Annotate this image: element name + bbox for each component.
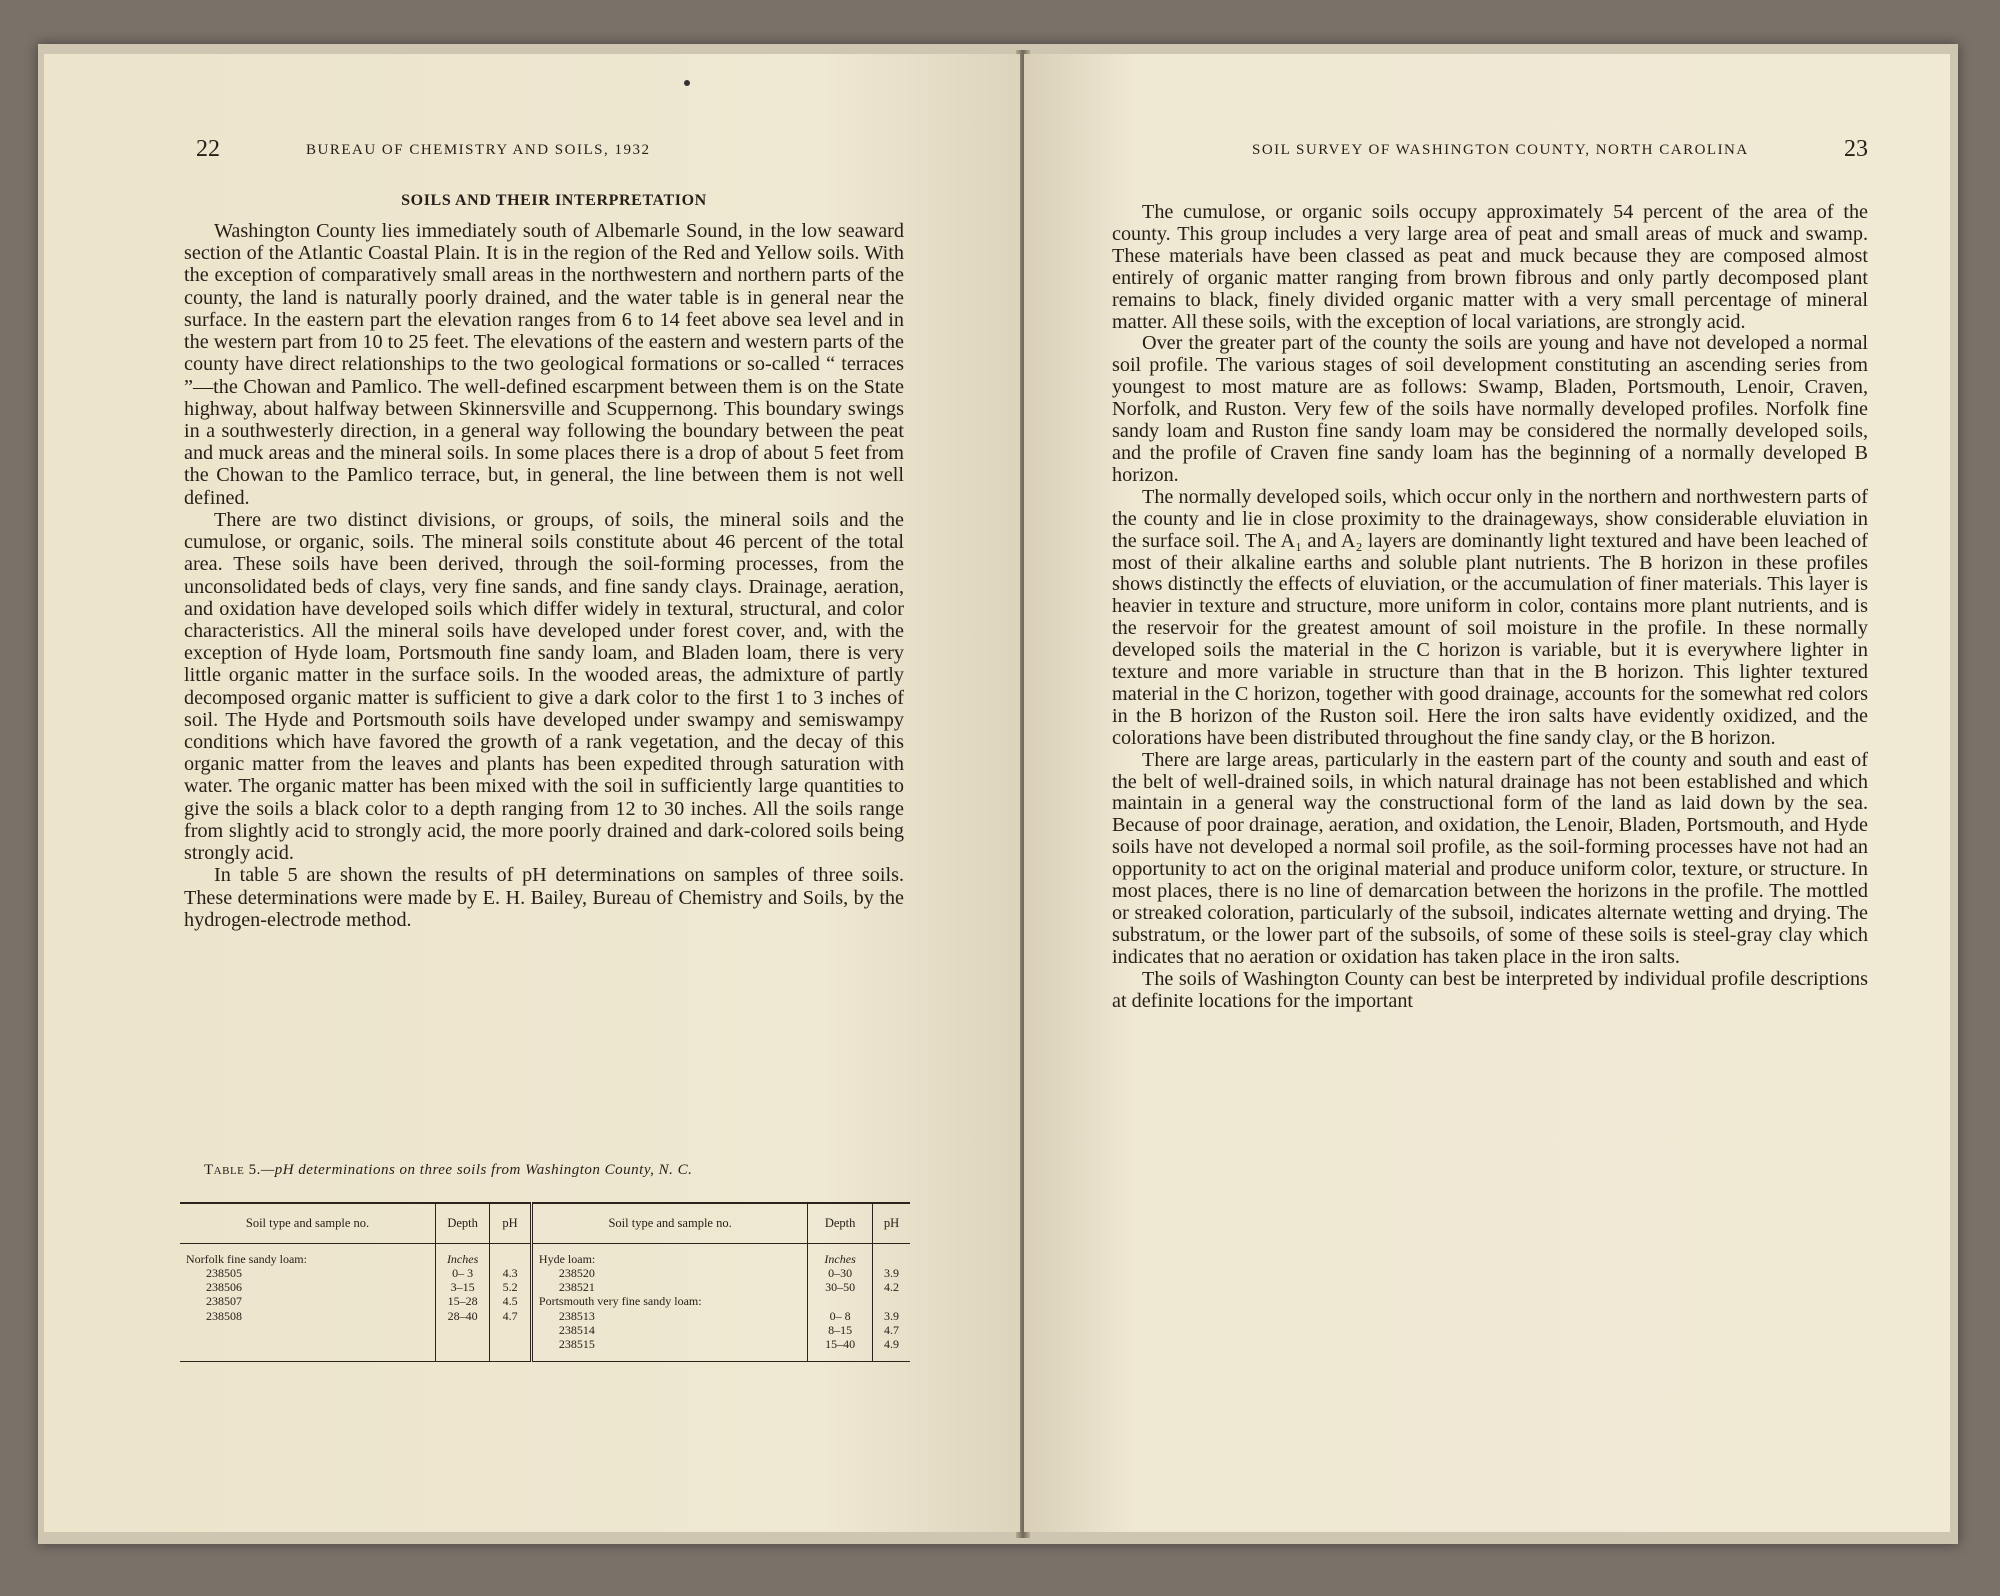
left-depth-cell (436, 1244, 490, 1362)
sample-no: 238513 (558, 1308, 595, 1323)
right-paragraph-4: There are large areas, particularly in the eastern part of the county and south and east of the belt of well-drained soils, in which natural drainage has not been established and which maintain in a general way the constructional form of the land as laid down by the sea. Because of poor drainage, aeration, and oxidation, the Lenoir, Bladen, Portsmouth, and Hyde soils have not developed a normal soil profile, as the soil-forming processes have not had an opportunity to act on the original material and produce uniform color, texture, or structure. In most places, there is no line of demarcation between the horizons in the profile. The mottled or streaked coloration, particularly of the subsoil, indicates alternate wetting and drying. The substratum, or the lower part of the subsoils, of some of these soils is steel-gray clay which indicates that no aeration or oxidation has taken place in the iron salts. (1112, 748, 1868, 968)
ink-dot (684, 80, 690, 86)
left-paragraph-2: There are two distinct divisions, or groups, of soils, the mineral soils and the cumulose, or organic, soils. The mineral soils constitute about 46 percent of the total area. These soils have been derived, through the soil-forming processes, from the unconsolidated beds of clays, very fine sands, and fine sandy clays. Drainage, aeration, and oxidation have developed soils which differ widely in textural, structural, and color characteristics. All the mineral soils have developed under forest cover, and, with the exception of Hyde loam, Portsmouth fine sandy loam, and Bladen loam, there is very little organic matter in the surface soils. In the wooded areas, the admixture of partly decomposed organic matter is sufficient to give a dark color to the first 1 to 3 inches of soil. The Hyde and Portsmouth soils have developed under swampy and semiswampy conditions which have favored the growth of a rank vegetation, and the decay of this organic matter from the leaves and plants has been expedited through saturation with water. The organic matter has been mixed with the soil in sufficiently large quantities to give the soils a black color to a depth ranging from 12 to 30 inches. All the soils range from slightly acid to strongly acid, the more poorly drained and dark-colored soils being strongly acid. (184, 508, 904, 865)
sample-depth: 30–50 (825, 1280, 856, 1295)
right-paragraph-1: The cumulose, or organic soils occupy approximately 54 percent of the area of the county. This group includes a very large area of peat and small areas of muck and swamp. These materials have been classed as peat and muck because they are composed almost entirely of organic matter ranging from brown fibrous and only partly decomposed plant remains to black, finely divided organic matter with a very small percentage of mineral matter. All these soils, with the exception of local variations, are strongly acid. (1112, 201, 1868, 333)
sample-ph: 3.9 (883, 1266, 899, 1281)
sample-depth: 0– 8 (829, 1308, 851, 1323)
sample-no: 238520 (558, 1266, 595, 1281)
soil-name-norfolk: Norfolk fine sandy loam: (186, 1252, 307, 1266)
depth-units: Inches (824, 1252, 856, 1266)
book-spread (38, 44, 1958, 1544)
table-caption (204, 1162, 884, 1179)
soil-name-portsmouth: Portsmouth very fine sandy loam: (538, 1294, 702, 1309)
header-ph-2: pH (872, 1203, 910, 1244)
sample-ph: 4.7 (502, 1308, 518, 1323)
right-ph-cell (872, 1244, 910, 1362)
section-title: SOILS AND THEIR INTERPRETATION (401, 192, 707, 209)
sample-ph: 4.2 (883, 1280, 899, 1295)
left-body-text (184, 220, 904, 931)
sample-no: 238515 (558, 1336, 595, 1351)
ph-table (180, 1202, 910, 1362)
sample-depth: 15–40 (825, 1336, 856, 1351)
left-page (44, 54, 1020, 1532)
depth-units: Inches (446, 1252, 479, 1266)
right-soil-cell (531, 1244, 807, 1362)
sample-no: 238505 (206, 1266, 242, 1281)
header-soil-type-2: Soil type and sample no. (531, 1203, 807, 1244)
soil-name-hyde: Hyde loam: (538, 1252, 596, 1266)
header-depth-1: Depth (436, 1203, 490, 1244)
right-paragraph-3: The normally developed soils, which occur only in the northern and northwestern parts of the county and lie in close proximity to the drainageways, show considerable eluviation in the surface soil. The A₁ and A₂ layers are dominantly light textured and have been leached of most of their alkaline earths and soluble plant nutrients. The B horizon in these profiles shows distinctly the effects of eluviation, or the accumulation of finer materials. This layer is heavier in texture and structure, more uniform in color, contains more plant nutrients, and is the reservoir for the greatest amount of soil moisture in the profile. In these normally developed soils the material in the C horizon is variable, but it is everywhere lighter in texture and more variable in structure than that in the B horizon. This lighter textured material in the C horizon, together with good drainage, accounts for the somewhat red colors in the B horizon of the Ruston soil. Here the iron salts have evidently oxidized, and the colorations have been distributed throughout the fine sandy clay, or the B horizon. (1112, 485, 1868, 749)
sample-depth: 0–30 (828, 1266, 853, 1281)
table-caption-label: Table 5. (204, 1162, 261, 1178)
right-running-head: SOIL SURVEY OF WASHINGTON COUNTY, NORTH CAROLINA (1252, 142, 1749, 158)
table-header-row (180, 1203, 910, 1244)
left-paragraph-3: In table 5 are shown the results of pH determinations on samples of three soils. These determinations were made by E. H. Bailey, Bureau of Chemistry and Soils, by the hydrogen-electrode method. (184, 864, 904, 931)
sample-ph: 4.5 (502, 1294, 518, 1309)
header-soil-type-1: Soil type and sample no. (180, 1203, 436, 1244)
table-body-row (180, 1244, 910, 1362)
sample-ph: 3.9 (883, 1308, 899, 1323)
right-page-number: 23 (1844, 136, 1868, 162)
sample-ph: 4.7 (883, 1322, 899, 1337)
sample-depth: 0– 3 (452, 1266, 474, 1281)
sample-no: 238507 (206, 1294, 242, 1309)
header-depth-2: Depth (808, 1203, 873, 1244)
sample-depth: 3–15 (450, 1280, 475, 1295)
sample-no: 238506 (206, 1280, 242, 1295)
left-page-number: 22 (196, 136, 220, 162)
sample-depth: 8–15 (828, 1322, 853, 1337)
right-page (1024, 54, 1950, 1532)
right-paragraph-2: Over the greater part of the county the soils are young and have not developed a normal soil profile. The various stages of soil development constituting an ascending series from youngest to most mature are as follows: Swamp, Bladen, Portsmouth, Lenoir, Craven, Norfolk, and Ruston. Very few of the soils have normally developed profiles. Norfolk fine sandy loam and Ruston fine sandy loam may be considered the normally developed soils, and the profile of Craven fine sandy loam has the beginning of a normally developed B horizon. (1112, 332, 1868, 486)
right-depth-cell (808, 1244, 873, 1362)
header-ph-1: pH (490, 1203, 532, 1244)
sample-ph: 4.9 (883, 1336, 899, 1351)
left-running-head: BUREAU OF CHEMISTRY AND SOILS, 1932 (306, 142, 651, 158)
sample-no: 238521 (558, 1280, 595, 1295)
right-body-text (1112, 202, 1868, 1013)
left-soil-cell (180, 1244, 436, 1362)
sample-no: 238508 (206, 1308, 242, 1323)
sample-no: 238514 (558, 1322, 595, 1337)
sample-depth: 15–28 (447, 1294, 478, 1309)
left-ph-cell (490, 1244, 532, 1362)
right-paragraph-5: The soils of Washington County can best be interpreted by individual profile descriptions at definite locations for the important (1112, 967, 1868, 1012)
sample-ph: 5.2 (502, 1280, 518, 1295)
left-paragraph-1: Washington County lies immediately south of Albemarle Sound, in the low seaward section of the Atlantic Coastal Plain. It is in the region of the Red and Yellow soils. With the exception of comparatively small areas in the northwestern and northern parts of the county, the land is naturally poorly drained, and the water table is in general near the surface. In the eastern part the elevation ranges from 6 to 14 feet above sea level and in the western part from 10 to 25 feet. The elevations of the eastern and western parts of the county have direct relationships to the two geological formations or so-called “ terraces ”—the Chowan and Pamlico. The well-defined escarpment between them is on the State highway, about halfway between Skinnersville and Scuppernong. This boundary swings in a southwesterly direction, in a general way following the boundary between the peat and muck areas and the mineral soils. In some places there is a drop of about 5 feet from the Chowan to the Pamlico terrace, but, in general, the line between them is not well defined. (184, 220, 904, 509)
sample-depth: 28–40 (447, 1308, 478, 1323)
table-caption-text: —pH determinations on three soils from Washington County, N. C. (260, 1162, 693, 1178)
sample-ph: 4.3 (502, 1266, 518, 1281)
